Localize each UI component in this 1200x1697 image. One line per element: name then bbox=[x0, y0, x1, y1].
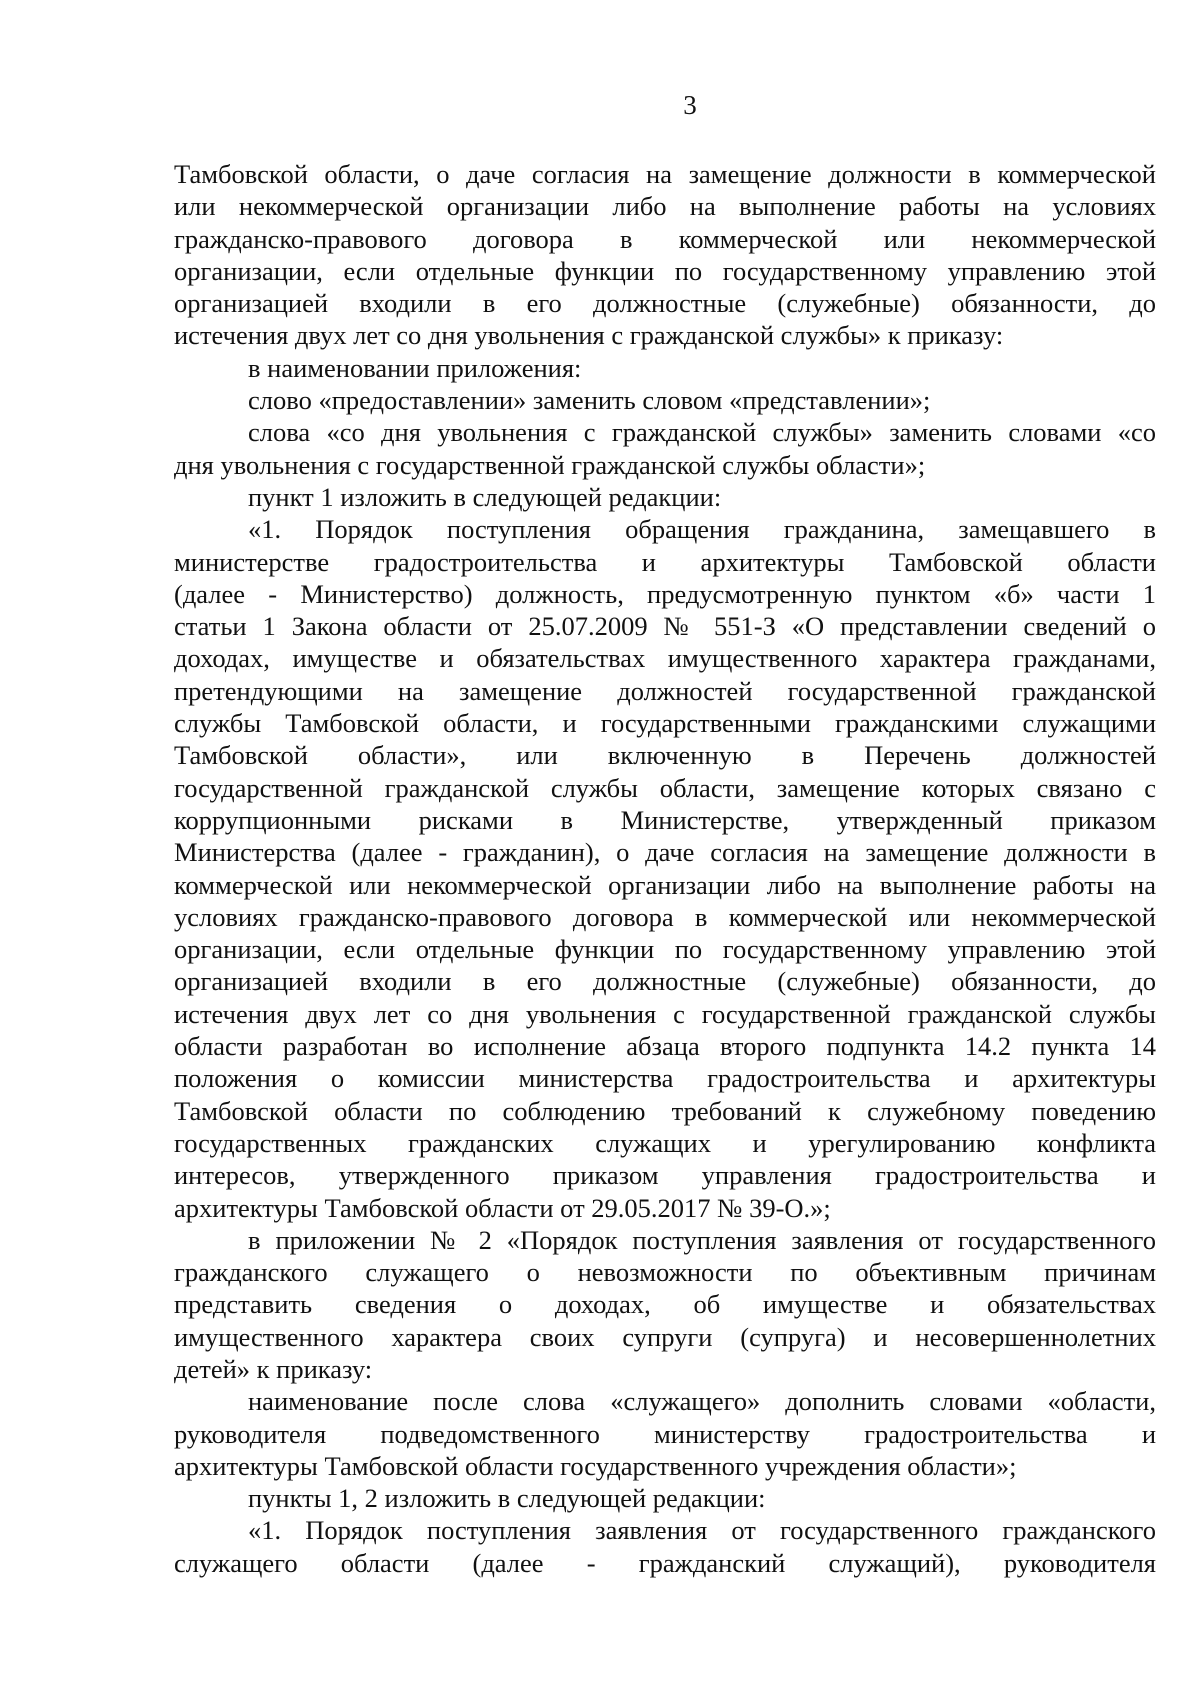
text-line: гражданско-правового договора в коммерческой или некоммерческой bbox=[174, 223, 1156, 254]
text-line: Тамбовской области, о даче согласия на замещение должности в коммерческой bbox=[174, 159, 1156, 189]
text-line: организацией входили в его должностные (служебные) обязанности, до bbox=[174, 288, 1156, 319]
text-line: в приложении № 2 «Порядок поступления заявления от государственного bbox=[248, 1224, 1156, 1255]
text-line: в наименовании приложения: bbox=[248, 352, 582, 383]
text-line: руководителя подведомственного министерству градостроительства и bbox=[174, 1418, 1156, 1449]
text-line: государственной гражданской службы области, замещение которых связано с bbox=[174, 772, 1156, 803]
text-line: «1. Порядок поступления обращения гражданина, замещавшего в bbox=[248, 514, 1156, 545]
text-line: представить сведения о доходах, об имуществе и обязательствах bbox=[174, 1289, 1156, 1320]
text-line: условиях гражданско-правового договора в коммерческой или некоммерческой bbox=[174, 901, 1156, 932]
text-line: коммерческой или некоммерческой организации либо на выполнение работы на bbox=[174, 869, 1156, 900]
text-line: слова «со дня увольнения с гражданской службы» заменить словами «со bbox=[248, 417, 1156, 448]
text-line: Тамбовской области», или включенную в Перечень должностей bbox=[174, 740, 1156, 771]
text-line: «1. Порядок поступления заявления от государственного гражданского bbox=[248, 1515, 1156, 1546]
text-line: Тамбовской области по соблюдению требований к служебному поведению bbox=[174, 1095, 1156, 1126]
text-line: организации, если отдельные функции по государственному управлению этой bbox=[174, 934, 1156, 965]
page-number: 3 bbox=[683, 90, 697, 120]
text-line: дня увольнения с государственной гражданской службы области»; bbox=[174, 449, 926, 480]
text-line: истечения двух лет со дня увольнения с государственной гражданской службы bbox=[174, 998, 1156, 1029]
text-line: организации, если отдельные функции по государственному управлению этой bbox=[174, 255, 1156, 286]
text-line: или некоммерческой организации либо на выполнение работы на условиях bbox=[174, 191, 1156, 222]
text-line: положения о комиссии министерства градостроительства и архитектуры bbox=[174, 1063, 1156, 1094]
text-line: коррупционными рисками в Министерстве, утвержденный приказом bbox=[174, 804, 1156, 835]
text-line: статьи 1 Закона области от 25.07.2009 № 551-З «О представлении сведений о bbox=[174, 611, 1156, 642]
text-line: служащего области (далее - гражданский служащий), руководителя bbox=[174, 1547, 1156, 1578]
text-line: государственных гражданских служащих и урегулированию конфликта bbox=[174, 1127, 1156, 1158]
text-line: детей» к приказу: bbox=[174, 1353, 373, 1384]
document-body-text bbox=[174, 158, 1156, 1579]
text-line: пункты 1, 2 изложить в следующей редакции: bbox=[248, 1483, 766, 1514]
text-line: слово «предоставлении» заменить словом «представлении»; bbox=[248, 385, 931, 416]
text-line: истечения двух лет со дня увольнения с гражданской службы» к приказу: bbox=[174, 320, 1004, 351]
text-line: гражданского служащего о невозможности по объективным причинам bbox=[174, 1257, 1156, 1288]
text-line: Министерства (далее - гражданин), о даче согласия на замещение должности в bbox=[174, 837, 1156, 868]
text-line: пункт 1 изложить в следующей редакции: bbox=[248, 481, 722, 512]
text-line: (далее - Министерство) должность, предусмотренную пунктом «б» части 1 bbox=[174, 578, 1156, 609]
text-line: области разработан во исполнение абзаца второго подпункта 14.2 пункта 14 bbox=[174, 1031, 1156, 1062]
text-line: архитектуры Тамбовской области государственного учреждения области»; bbox=[174, 1450, 1017, 1481]
text-line: министерстве градостроительства и архитектуры Тамбовской области bbox=[174, 546, 1156, 577]
text-line: организацией входили в его должностные (служебные) обязанности, до bbox=[174, 966, 1156, 997]
text-line: наименование после слова «служащего» дополнить словами «области, bbox=[248, 1386, 1156, 1417]
text-line: доходах, имуществе и обязательствах имущественного характера гражданами, bbox=[174, 643, 1156, 674]
text-line: претендующими на замещение должностей государственной гражданской bbox=[174, 675, 1156, 706]
text-line: службы Тамбовской области, и государственными гражданскими служащими bbox=[174, 708, 1156, 739]
text-line: интересов, утвержденного приказом управления градостроительства и bbox=[174, 1160, 1156, 1191]
text-line: имущественного характера своих супруги (супруга) и несовершеннолетних bbox=[174, 1321, 1156, 1352]
text-line: архитектуры Тамбовской области от 29.05.2017 № 39-О.»; bbox=[174, 1192, 831, 1223]
